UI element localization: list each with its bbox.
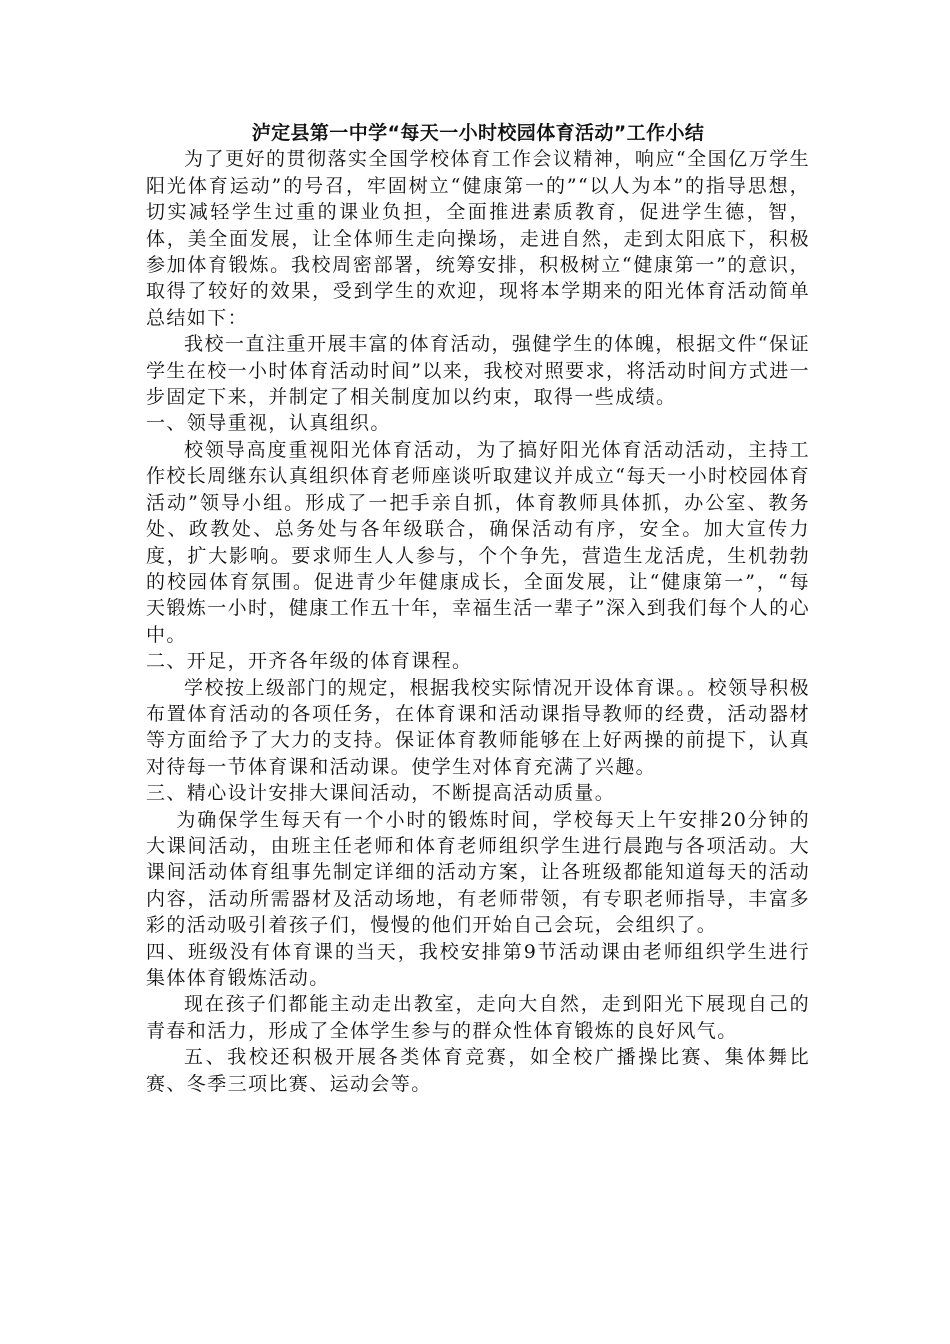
paragraph-overview: 我校一直注重开展丰富的体育活动，强健学生的体魄，根据文件“保证学生在校一小时体育活动时间”以来，我校对照要求，将活动时间方式进一步固定下来，并制定了相关制度加以约束，取得一些成绩。: [146, 333, 810, 409]
document-title: 泸定县第一中学“每天一小时校园体育活动”工作小结: [251, 122, 705, 144]
section-heading-4: 四、班级没有体育课的当天，我校安排第9节活动课由老师组织学生进行集体体育锻炼活动。: [146, 940, 810, 989]
paragraph-section-3: 为确保学生每天有一个小时的锻炼时间，学校每天上午安排20分钟的大课间活动，由班主任老师和体育老师组织学生进行晨跑与各项活动。大课间活动体育组事先制定详细的活动方案，让各班级都能知道每天的活动内容，活动所需器材及活动场地，有老师带领，有专职老师指导，丰富多彩的活动吸引着孩子们，慢慢的他们开始自己会玩，会组织了。: [146, 808, 810, 937]
paragraph-section-4: 现在孩子们都能主动走出教室，走向大自然，走到阳光下展现自己的青春和活力，形成了全体学生参与的群众性体育锻炼的良好风气。: [146, 993, 810, 1042]
section-heading-1: 一、领导重视，认真组织。: [146, 412, 391, 435]
paragraph-section-5: 五、我校还积极开展各类体育竞赛，如全校广播操比赛、集体舞比赛、冬季三项比赛、运动会等。: [146, 1046, 810, 1095]
paragraph-section-2: 学校按上级部门的规定，根据我校实际情况开设体育课。。校领导积极布置体育活动的各项任务，在体育课和活动课指导教师的经费，活动器材等方面给予了大力的支持。保证体育教师能够在上好两操的前提下，认真对待每一节体育课和活动课。使学生对体育充满了兴趣。: [146, 676, 810, 778]
paragraph-section-1: 校领导高度重视阳光体育活动，为了搞好阳光体育活动活动，主持工作校长周继东认真组织体育老师座谈听取建议并成立“每天一小时校园体育活动”领导小组。形成了一把手亲自抓，体育教师具体抓，办公室、教务处、政教处、总务处与各年级联合，确保活动有序，安全。加大宣传力度，扩大影响。要求师生人人参与，个个争先，营造生龙活虎，生机勃勃的校园体育氛围。促进青少年健康成长，全面发展，让“健康第一”，“每天锻炼一小时，健康工作五十年，幸福生活一辈子”深入到我们每个人的心中。: [146, 438, 810, 646]
section-heading-2: 二、开足，开齐各年级的体育课程。: [146, 650, 473, 673]
document-body: [146, 120, 810, 1097]
section-heading-3: 三、精心设计安排大课间活动，不断提高活动质量。: [146, 782, 616, 805]
paragraph-intro: 为了更好的贯彻落实全国学校体育工作会议精神，响应“全国亿万学生阳光体育运动”的号召，牢固树立“健康第一的”“以人为本”的指导思想，切实减轻学生过重的课业负担，全面推进素质教育，促进学生德，智，体，美全面发展，让全体师生走向操场，走进自然，走到太阳底下，积极参加体育锻炼。我校周密部署，统筹安排，积极树立“健康第一”的意识，取得了较好的效果，受到学生的欢迎，现将本学期来的阳光体育活动简单总结如下：: [146, 148, 810, 329]
